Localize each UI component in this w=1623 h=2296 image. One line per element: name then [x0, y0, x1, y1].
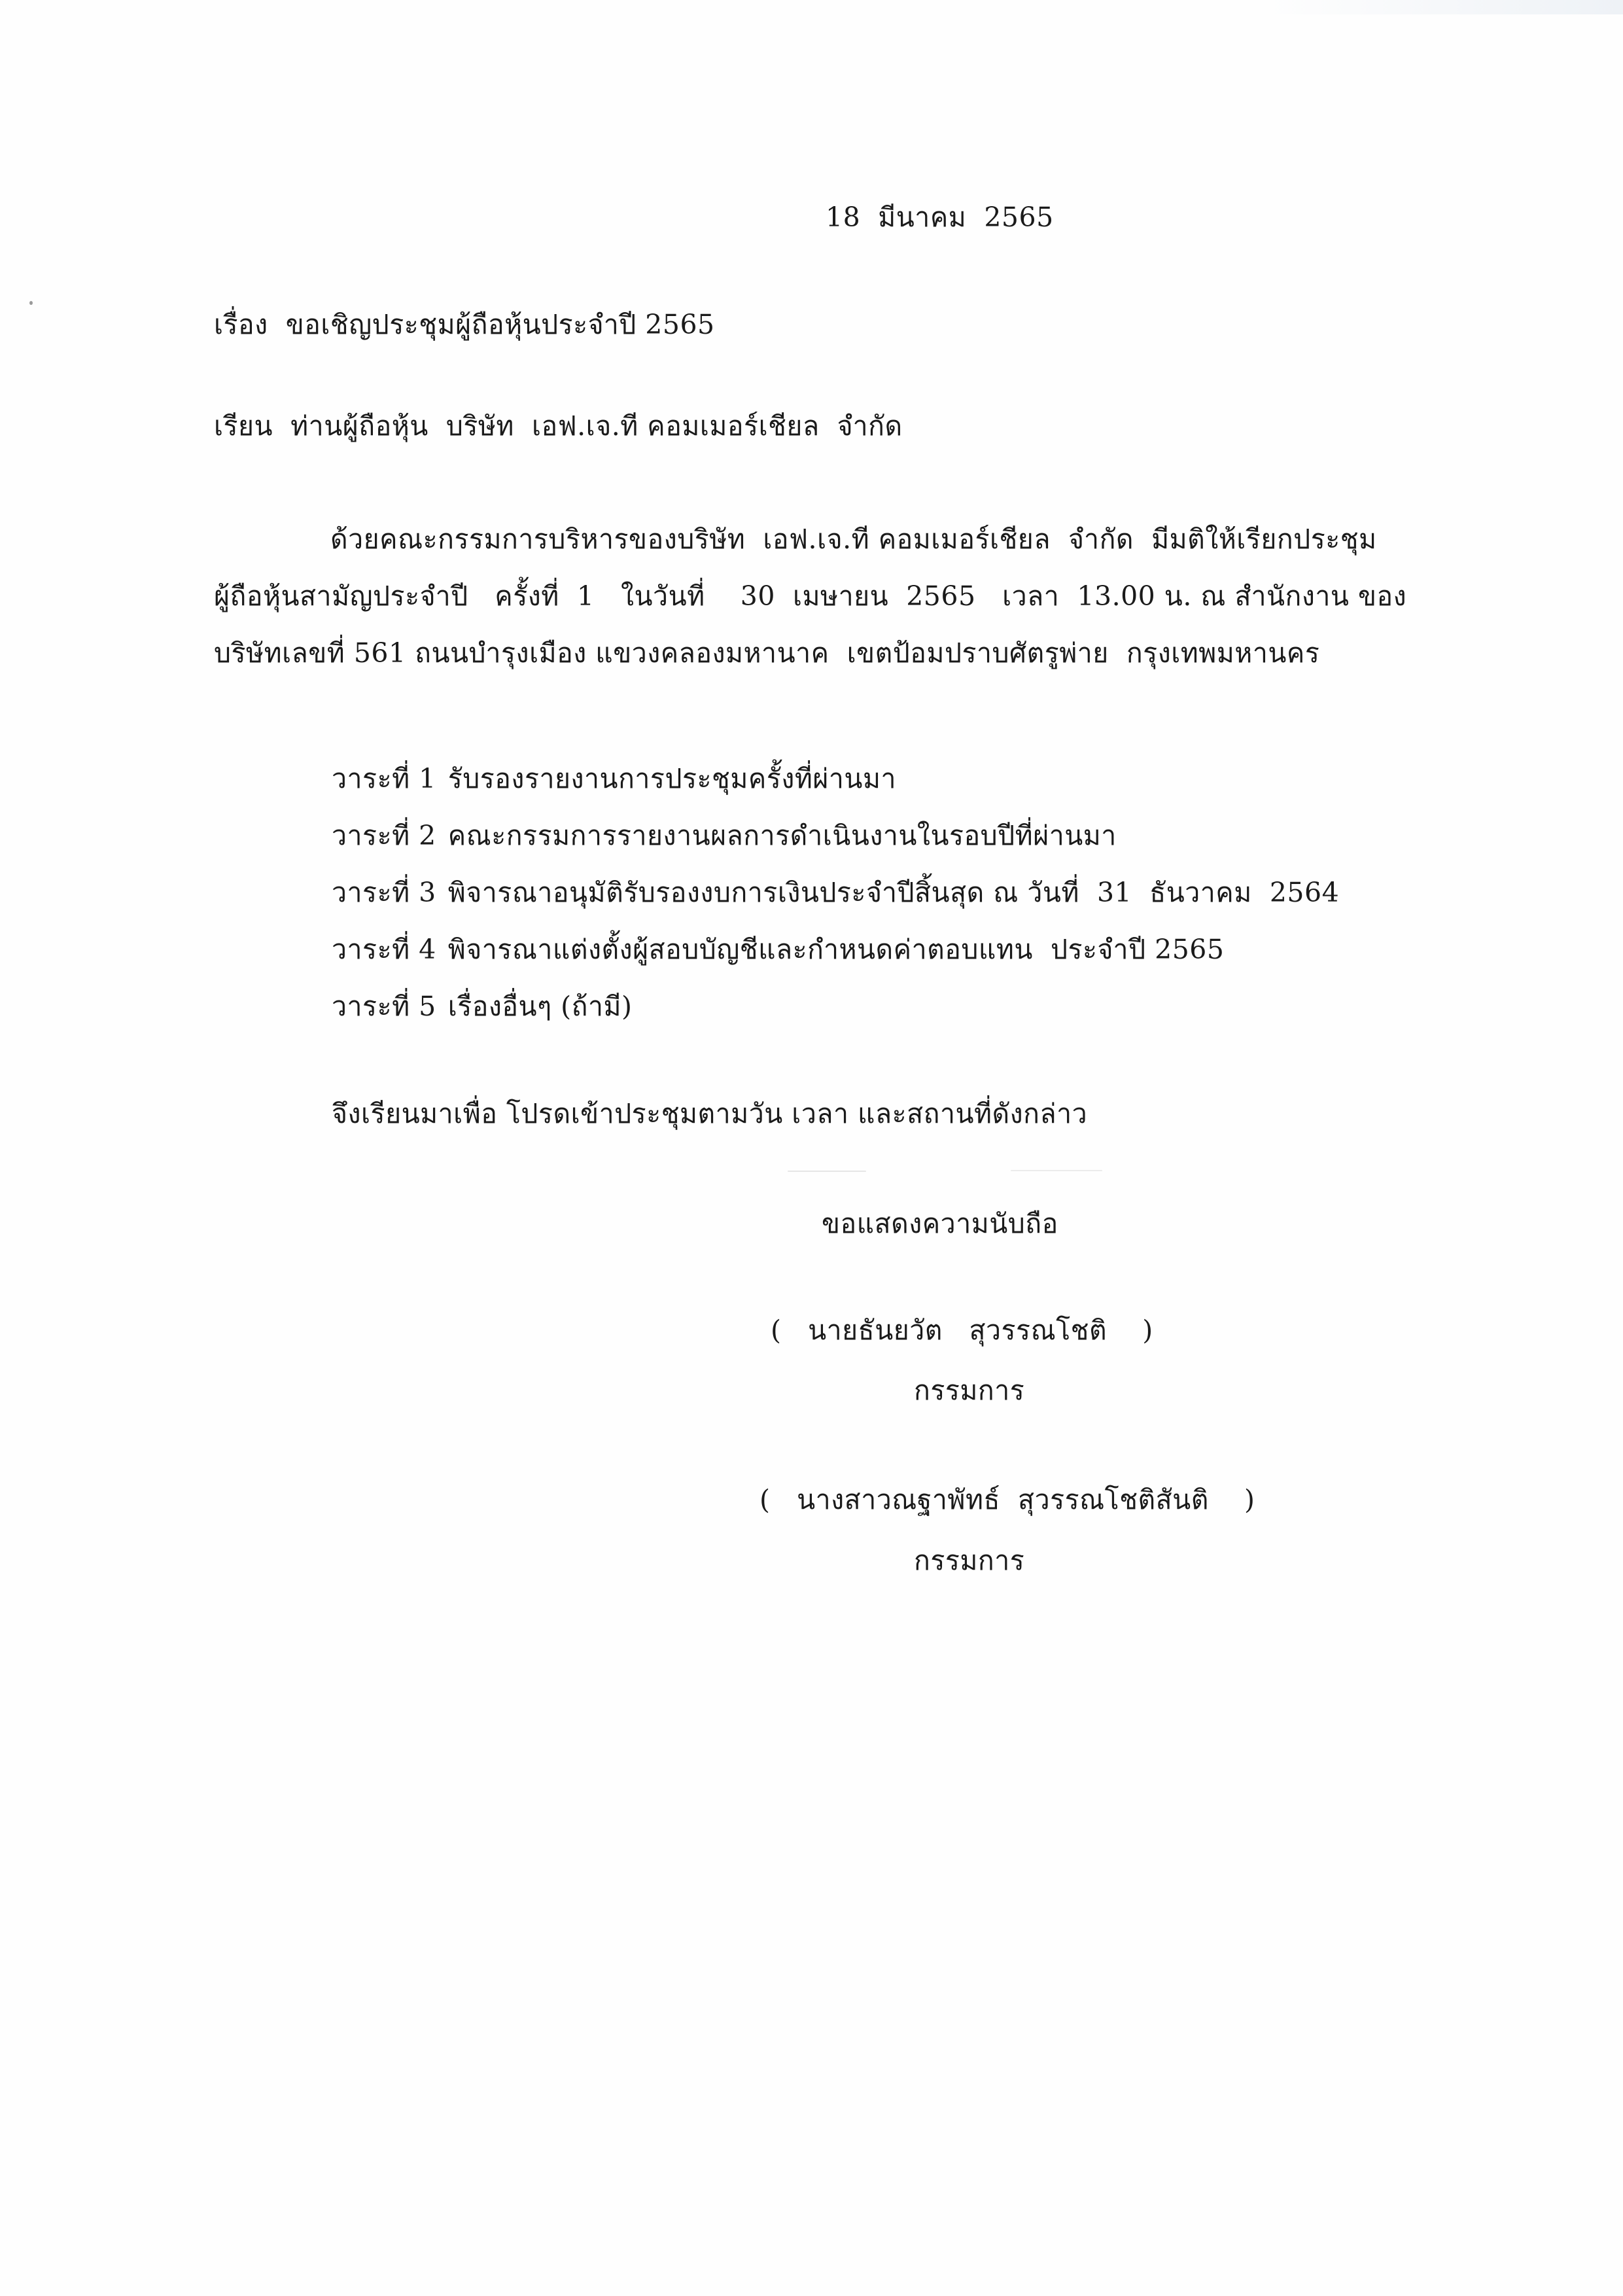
body-paragraph-line: บริษัทเลขที่ 561 ถนนบำรุงเมือง แขวงคลองมหานาค เขตป้อมปราบศัตรูพ่าย กรุงเทพมหานคร: [214, 637, 1320, 669]
agenda-number: วาระที่ 1: [332, 763, 436, 794]
agenda-number: วาระที่ 4: [332, 934, 436, 965]
agenda-number: วาระที่ 2: [332, 820, 436, 851]
agenda-list: [332, 751, 1339, 1035]
letter-recipient: เรียน ท่านผู้ถือหุ้น บริษัท เอฟ.เจ.ที คอมเมอร์เชียล จำกัด: [214, 410, 903, 442]
agenda-text: เรื่องอื่นๆ (ถ้ามี): [447, 991, 633, 1022]
agenda-item: [332, 921, 1339, 978]
agenda-item: [332, 864, 1339, 921]
body-paragraph-line: ผู้ถือหุ้นสามัญประจำปี ครั้งที่ 1 ในวันที่ 30 เมษายน 2565 เวลา 13.00 น. ณ สำนักงาน ของ: [214, 580, 1407, 612]
body-paragraph-line: ด้วยคณะกรรมการบริหารของบริษัท เอฟ.เจ.ที คอมเมอร์เชียล จำกัด มีมติให้เรียกประชุม: [330, 523, 1377, 555]
closing-sentence: จึงเรียนมาเพื่อ โปรดเข้าประชุมตามวัน เวลา และสถานที่ดังกล่าว: [332, 1098, 1088, 1129]
scan-faint-mark: [788, 1171, 866, 1172]
regards-text: ขอแสดงความนับถือ: [822, 1208, 1058, 1239]
signatory-title: กรรมการ: [914, 1545, 1025, 1576]
scan-speck: [29, 301, 33, 305]
agenda-item: [332, 807, 1339, 864]
letter-date: 18 มีนาคม 2565: [826, 202, 1054, 233]
agenda-number: วาระที่ 3: [332, 877, 436, 908]
signatory-name: ( นายธันยวัต สุวรรณโชติ ): [771, 1315, 1153, 1346]
signatory-title: กรรมการ: [914, 1375, 1025, 1406]
scan-edge-tint: [1263, 0, 1623, 14]
agenda-item: [332, 978, 1339, 1035]
letter-subject: เรื่อง ขอเชิญประชุมผู้ถือหุ้นประจำปี 2565: [214, 309, 715, 340]
agenda-text: พิจารณาแต่งตั้งผู้สอบบัญชีและกำหนดค่าตอบแทน ประจำปี 2565: [447, 934, 1225, 965]
agenda-item: [332, 751, 1339, 807]
signatory-name: ( นางสาวณฐาพัทธ์ สุวรรณโชติสันติ ): [759, 1484, 1255, 1515]
agenda-text: พิจารณาอนุมัติรับรองงบการเงินประจำปีสิ้นสุด ณ วันที่ 31 ธันวาคม 2564: [447, 877, 1340, 908]
agenda-number: วาระที่ 5: [332, 991, 436, 1022]
scan-faint-mark: [1011, 1170, 1102, 1171]
agenda-text: รับรองรายงานการประชุมครั้งที่ผ่านมา: [447, 763, 896, 794]
agenda-text: คณะกรรมการรายงานผลการดำเนินงานในรอบปีที่ผ่านมา: [447, 820, 1117, 851]
